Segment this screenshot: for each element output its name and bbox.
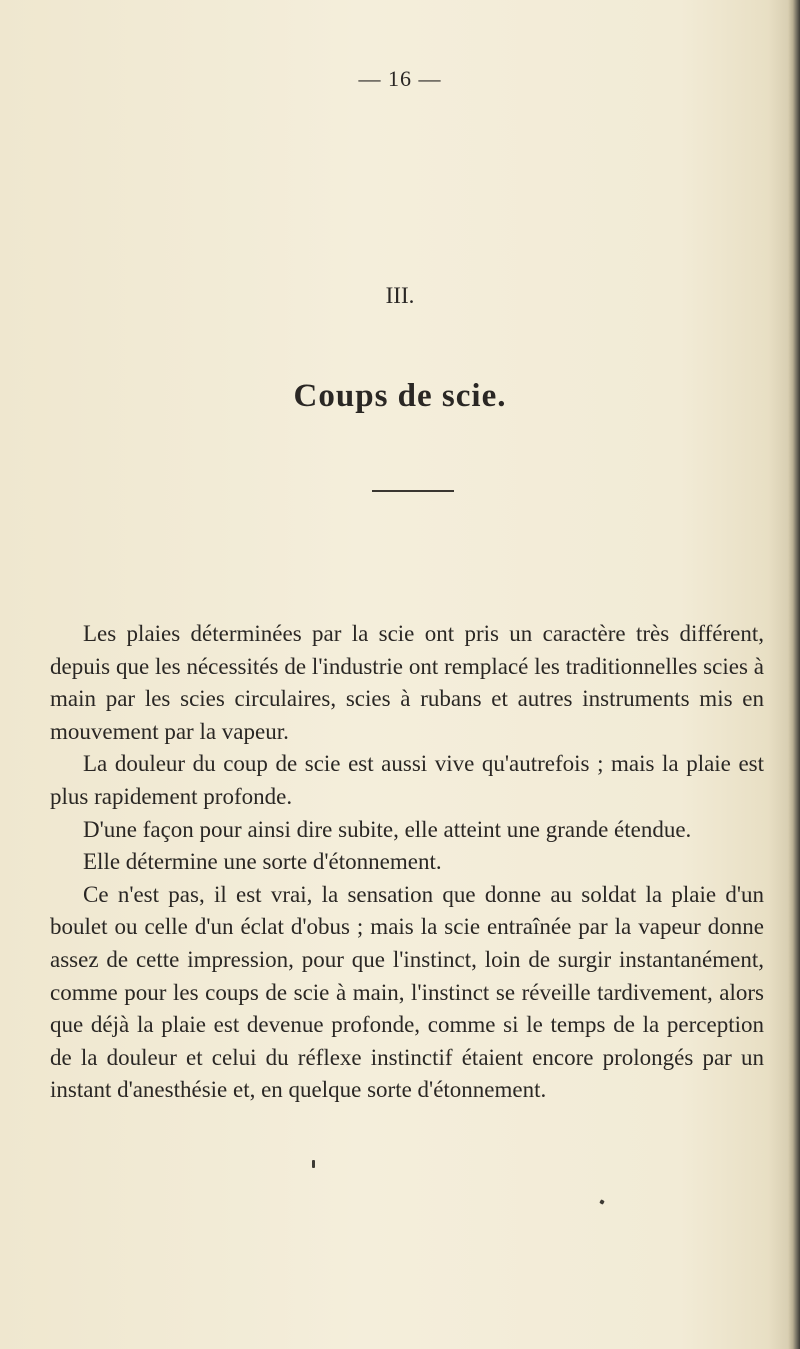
paragraph: D'une façon pour ainsi dire subite, elle atteint une grande étendue. <box>83 816 692 842</box>
body-text <box>50 618 764 1107</box>
paragraph: Les plaies déterminées par la scie ont pris un caractère très différent, depuis que les nécessités de l'industrie ont remplacé les traditionnelles scies à main par les scies circulaires, scies à rubans et autres instruments mis en mouvement par la vapeur. <box>50 621 764 744</box>
chapter-title: Coups de scie. <box>293 378 507 414</box>
paragraph: La douleur du coup de scie est aussi vive qu'autrefois ; mais la plaie est plus rapidement profonde. <box>50 751 764 809</box>
section-divider <box>372 490 454 492</box>
ink-speck <box>599 1199 604 1204</box>
paragraph: Elle détermine une sorte d'étonnement. <box>83 849 442 875</box>
chapter-number: III. <box>385 283 415 308</box>
page-number: — 16 — <box>358 66 442 91</box>
ink-speck <box>312 1160 315 1168</box>
page-edge-shadow <box>788 0 800 1349</box>
paragraph: Ce n'est pas, il est vrai, la sensation que donne au soldat la plaie d'un boulet ou celle d'un éclat d'obus ; mais la scie entraînée par la vapeur donne assez de cette impression, pour que l'instinct, loin de surgir instantanément, comme pour les coups de scie à main, l'instinct se réveille tardivement, alors que déjà la plaie est devenue profonde, comme si le temps de la perception de la douleur et celui du réflexe instinctif étaient encore prolongés par un instant d'anesthésie et, en quelque sorte d'étonnement. <box>50 881 764 1103</box>
